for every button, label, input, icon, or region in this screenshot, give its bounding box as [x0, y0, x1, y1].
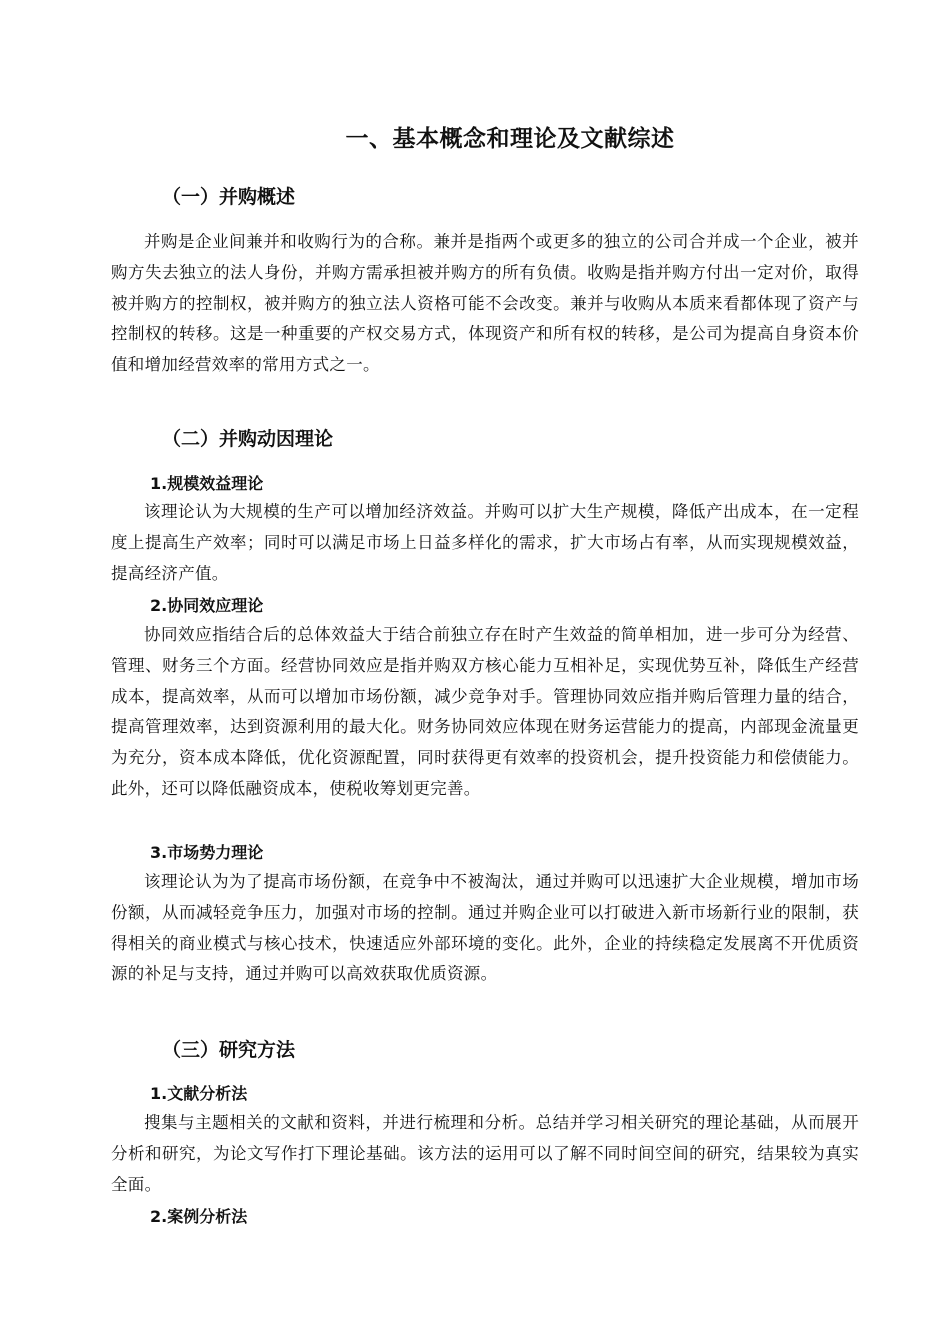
subheading-market-power: 3.市场势力理论: [150, 843, 264, 862]
paragraph-overview: 并购是企业间兼并和收购行为的合称。兼并是指两个或更多的独立的公司合并成一个企业，被并购方失去独立的法人身份，并购方需承担被并购方的所有负债。收购是指并购方付出一定对价，取得被并购方的控制权，被并购方的独立法人资格可能不会改变。兼并与收购从本质来看都体现了资产与控制权的转移。这是一种重要的产权交易方式，体现资产和所有权的转移，是公司为提高自身资本价值和增加经营效率的常用方式之一。: [111, 232, 859, 375]
section-heading-overview: （一）并购概述: [162, 186, 296, 208]
page-title: 一、基本概念和理论及文献综述: [345, 126, 675, 152]
paragraph-synergy: 协同效应指结合后的总体效益大于结合前独立存在时产生效益的简单相加，进一步可分为经营、管理、财务三个方面。经营协同效应是指并购双方核心能力互相补足，实现优势互补，降低生产经营成本，提高效率，从而可以增加市场份额，减少竞争对手。管理协同效应指并购后管理力量的结合，提高管理效率，达到资源利用的最大化。财务协同效应体现在财务运营能力的提高，内部现金流量更为充分，资本成本降低，优化资源配置，同时获得更有效率的投资机会，提升投资能力和偿债能力。此外，还可以降低融资成本，使税收筹划更完善。: [111, 625, 859, 798]
paragraph-market-power: 该理论认为为了提高市场份额，在竞争中不被淘汰，通过并购可以迅速扩大企业规模，增加市场份额，从而减轻竞争压力，加强对市场的控制。通过并购企业可以打破进入新市场新行业的限制，获得相关的商业模式与核心技术，快速适应外部环境的变化。此外，企业的持续稳定发展离不开优质资源的补足与支持，通过并购可以高效获取优质资源。: [111, 872, 859, 984]
section-heading-research-methods: （三）研究方法: [162, 1039, 296, 1061]
subheading-literature-analysis: 1.文献分析法: [150, 1084, 248, 1103]
subheading-synergy: 2.协同效应理论: [150, 596, 264, 615]
subheading-case-analysis: 2.案例分析法: [150, 1207, 248, 1226]
subheading-scale-economy: 1.规模效益理论: [150, 474, 264, 493]
paragraph-literature-analysis: 搜集与主题相关的文献和资料，并进行梳理和分析。总结并学习相关研究的理论基础，从而展开分析和研究，为论文写作打下理论基础。该方法的运用可以了解不同时间空间的研究，结果较为真实全面。: [111, 1113, 859, 1194]
section-heading-motive-theory: （二）并购动因理论: [162, 428, 334, 450]
paragraph-scale-economy: 该理论认为大规模的生产可以增加经济效益。并购可以扩大生产规模，降低产出成本，在一定程度上提高生产效率；同时可以满足市场上日益多样化的需求，扩大市场占有率，从而实现规模效益，提高经济产值。: [111, 502, 859, 583]
